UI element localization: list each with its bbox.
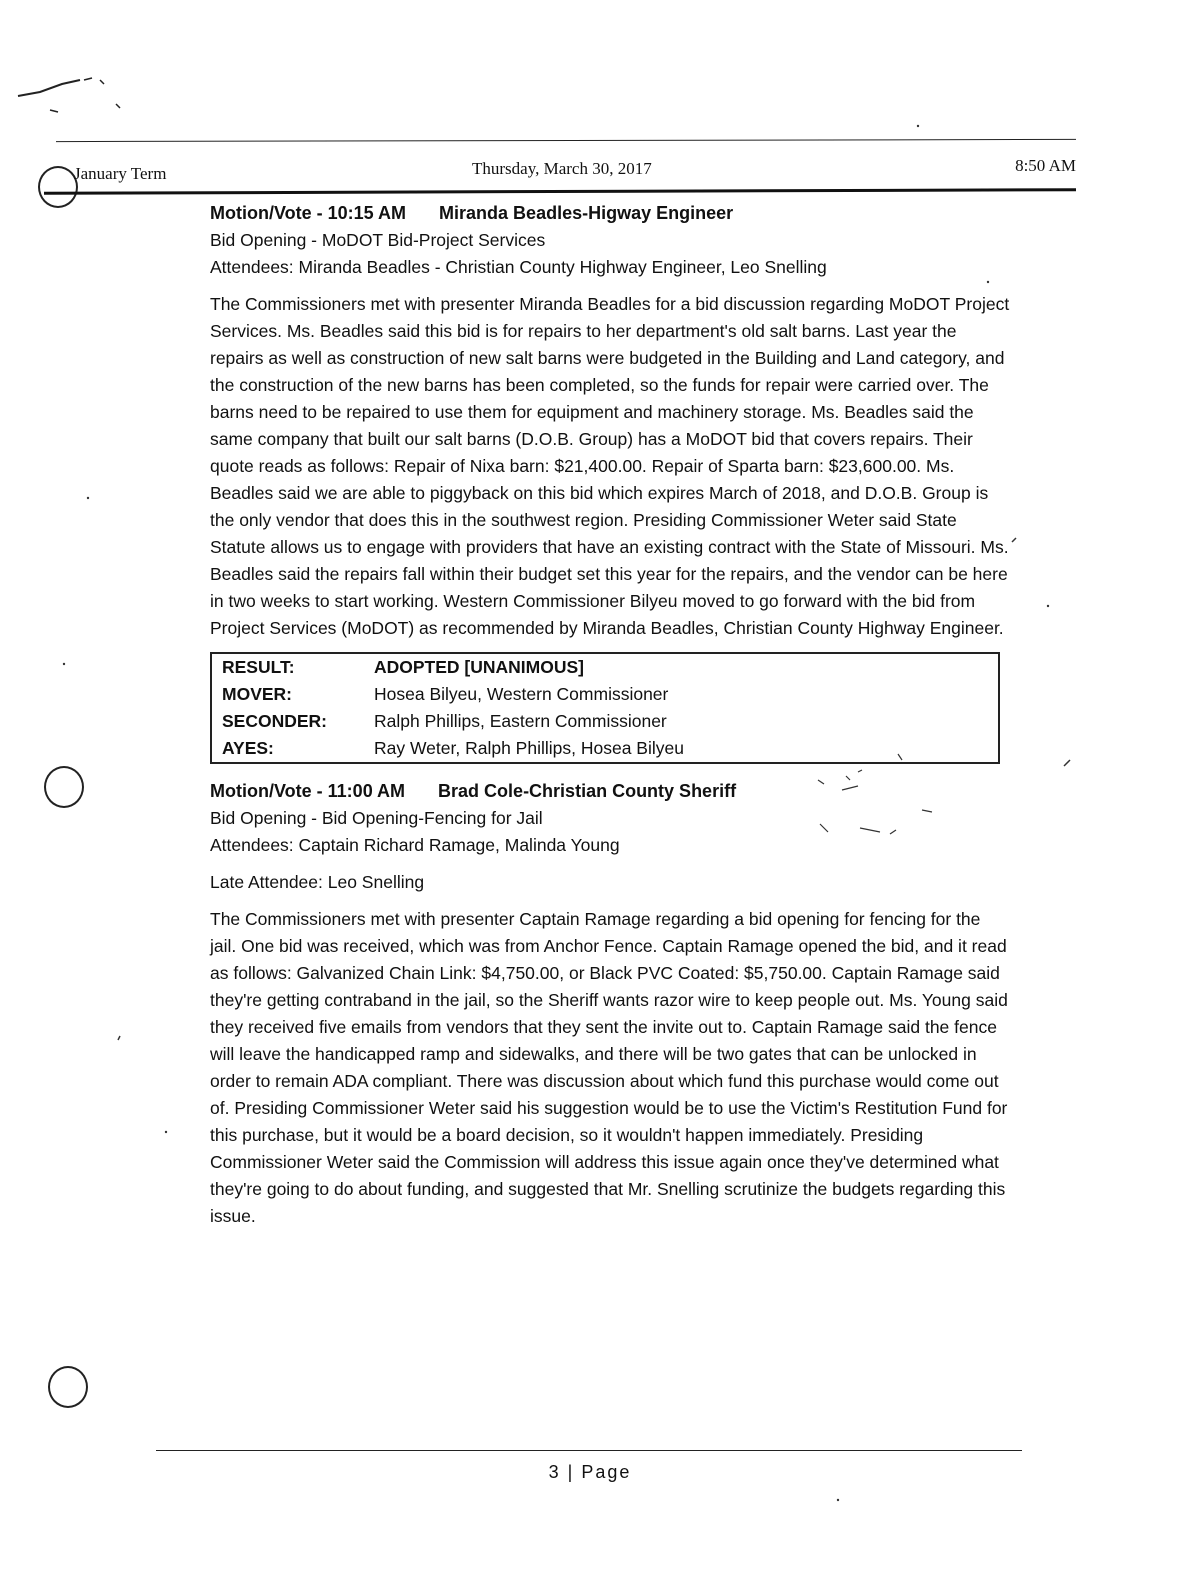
motion-heading [210, 778, 1010, 805]
mover-value: Hosea Bilyeu, Western Commissioner [374, 684, 669, 704]
motion-section-1 [210, 200, 1010, 764]
binder-hole-middle [44, 766, 84, 808]
header-top-rule [56, 139, 1076, 142]
motion-time: 11:00 AM [327, 781, 406, 801]
discussion-paragraph: The Commissioners met with presenter Captain Ramage regarding a bid opening for fencing for the jail. One bid was received, which was from Anchor Fence. Captain Ramage opened the bid, and it read as follows: Galvanized Chain Link: $4,750.00, or Black PVC Coated: $5,750.00. Captain Ramage said they're getting contraband in the jail, so the Sheriff wants razor wire to keep people out. Ms. Young said they received five emails from vendors that they sent the invite out to. Captain Ramage said the fence will leave the handicapped ramp and sidewalks, and there will be two gates that can be unlocked in order to remain ADA compliant. There was discussion about which fund this purchase would come out of. Presiding Commissioner Weter said his suggestion would be to use the Victim's Restitution Fund for this purchase, but it would be a board decision, so it wouldn't happen immediately. Presiding Commissioner Weter said the Commission will address this issue again once they've determined what they're going to do about funding, and suggested that Mr. Snelling scrutinize the budgets regarding this issue. [210, 909, 1008, 1226]
result-row [211, 653, 999, 681]
ayes-row [211, 735, 999, 763]
attendees: Attendees: Miranda Beadles - Christian County Highway Engineer, Leo Snelling [210, 257, 827, 277]
late-attendee: Late Attendee: Leo Snelling [210, 872, 425, 892]
seconder-row [211, 708, 999, 735]
bid-opening: Bid Opening - MoDOT Bid-Project Services [210, 230, 546, 250]
discussion-paragraph: The Commissioners met with presenter Miranda Beadles for a bid discussion regarding MoDOT Project Services. Ms. Beadles said this bid is for repairs to her department's old salt barns. Last year the repairs as well as construction of new salt barns were budgeted in the Building and Land category, and the construction of the new barns has been completed, so the funds for repair were carried over. The barns need to be repaired to use them for equipment and machinery storage. Ms. Beadles said the same company that built our salt barns (D.O.B. Group) has a MoDOT bid that covers repairs. Their quote reads as follows: Repair of Nixa barn: $21,400.00. Repair of Sparta barn: $23,600.00. Ms. Beadles said we are able to piggyback on this bid which expires March of 2018, and D.O.B. Group is the only vendor that does this in the southwest region. Presiding Commissioner Weter said State Statute allows us to engage with providers that have an existing contract with the State of Missouri. Ms. Beadles said the repairs fall within their budget set this year for the repairs, and the vendor can be here in two weeks to start working. Western Commissioner Bilyeu moved to go forward with the bid from Project Services (MoDOT) as recommended by Miranda Beadles, Christian County Highway Engineer. [210, 294, 1010, 638]
motion-label: Motion/Vote - [210, 203, 323, 223]
result-label: RESULT: [222, 657, 295, 677]
mover-label: MOVER: [222, 684, 292, 704]
binder-hole-bottom [48, 1366, 88, 1408]
motion-label: Motion/Vote - [210, 781, 323, 801]
motion-presenter: Brad Cole-Christian County Sheriff [438, 781, 737, 801]
page-number: 3 | Page [548, 1462, 632, 1482]
seconder-label: SECONDER: [222, 711, 328, 731]
header-time: 8:50 AM [1015, 156, 1076, 175]
page-header [60, 156, 1076, 190]
footer-rule [156, 1450, 1022, 1451]
minutes-body [210, 200, 1010, 1230]
ayes-value: Ray Weter, Ralph Phillips, Hosea Bilyeu [374, 738, 684, 758]
header-term: January Term [74, 164, 167, 183]
attendees: Attendees: Captain Richard Ramage, Malinda Young [210, 835, 620, 855]
header-date: Thursday, March 30, 2017 [472, 159, 652, 178]
vote-result-table [210, 652, 1000, 764]
motion-heading [210, 200, 1010, 227]
result-value: ADOPTED [UNANIMOUS] [374, 657, 584, 677]
seconder-value: Ralph Phillips, Eastern Commissioner [374, 711, 667, 731]
motion-section-2 [210, 778, 1010, 1230]
motion-time: 10:15 AM [327, 203, 407, 223]
motion-presenter: Miranda Beadles-Higway Engineer [439, 203, 734, 223]
ayes-label: AYES: [222, 738, 274, 758]
bid-opening: Bid Opening - Bid Opening-Fencing for Jail [210, 808, 543, 828]
mover-row [211, 681, 999, 708]
